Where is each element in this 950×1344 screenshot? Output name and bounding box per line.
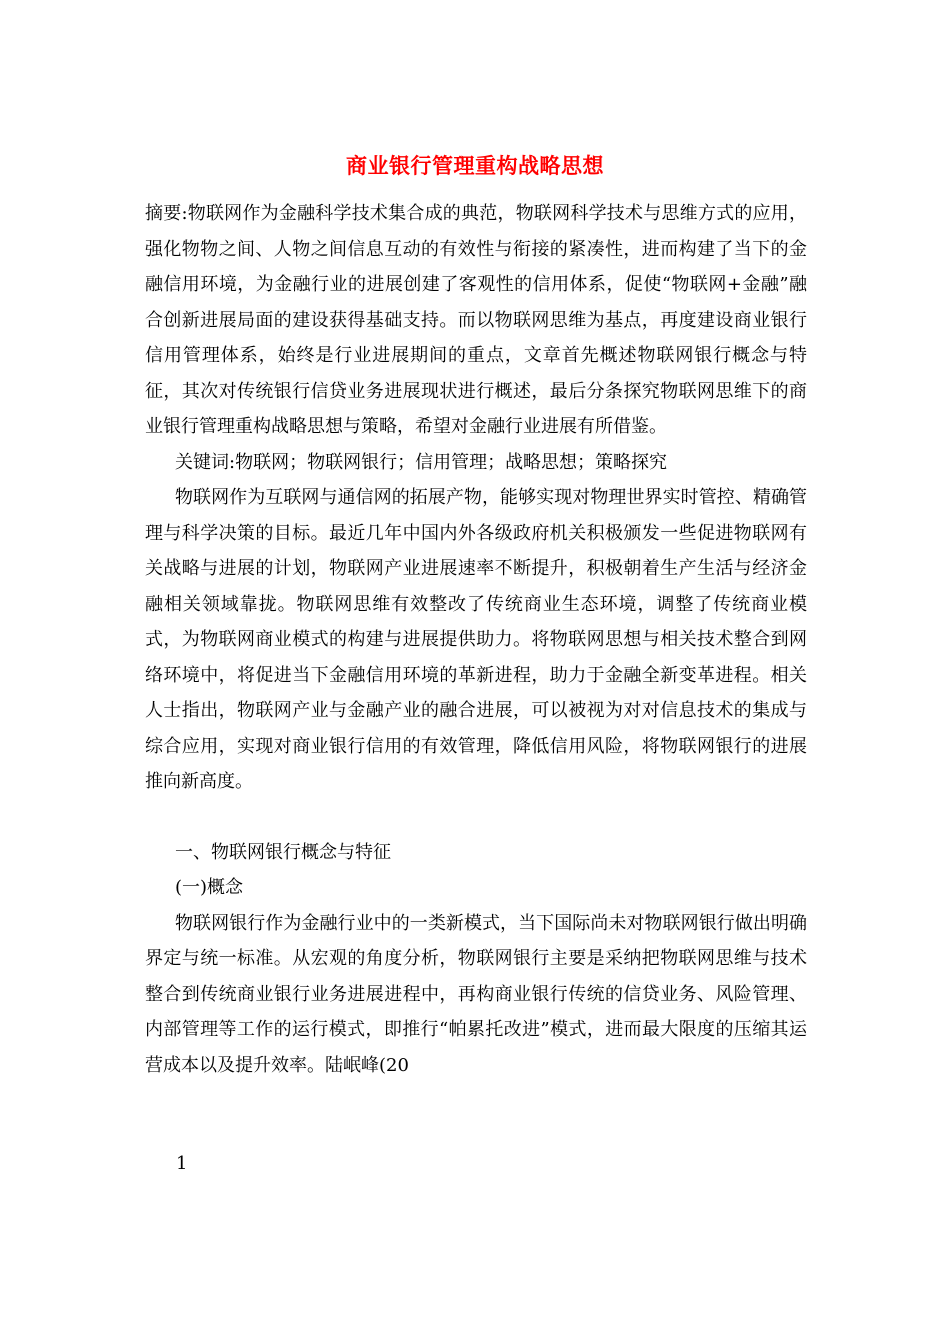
page-number: 1 — [176, 1153, 188, 1174]
concept-paragraph: 物联网银行作为金融行业中的一类新模式，当下国际尚未对物联网银行做出明确界定与统一标准。从宏观的角度分析，物联网银行主要是采纳把物联网思维与技术整合到传统商业银行业务进展进程中，再构商业银行传统的信贷业务、风险管理、内部管理等工作的运行模式，即推行“帕累托改进”模式，进而最大限度的压缩其运营成本以及提升效率。陆岷峰(20 — [145, 912, 807, 1076]
intro-paragraph: 物联网作为互联网与通信网的拓展产物，能够实现对物理世界实时管控、精确管理与科学决策的目标。最近几年中国内外各级政府机关积极颁发一些促进物联网有关战略与进展的计划，物联网产业进展速率不断提升，积极朝着生产生活与经济金融相关领域靠拢。物联网思维有效整改了传统商业生态环境，调整了传统商业模式，为物联网商业模式的构建与进展提供助力。将物联网思想与相关技术整合到网络环境中，将促进当下金融信用环境的革新进程，助力于金融全新变革进程。相关人士指出，物联网产业与金融产业的融合进展，可以被视为对对信息技术的集成与综合应用，实现对商业银行信用的有效管理，降低信用风险，将物联网银行的进展推向新高度。 — [145, 487, 807, 792]
abstract-paragraph: 摘要:物联网作为金融科学技术集合成的典范，物联网科学技术与思维方式的应用，强化物物之间、人物之间信息互动的有效性与衔接的紧凑性，进而构建了当下的金融信用环境，为金融行业的进展创建了客观性的信用体系，促使“物联网+金融”融合创新进展局面的建设获得基础支持。而以物联网思维为基点，再度建设商业银行信用管理体系，始终是行业进展期间的重点，文章首先概述物联网银行概念与特征，其次对传统银行信贷业务进展现状进行概述，最后分条探究物联网思维下的商业银行管理重构战略思想与策略，希望对金融行业进展有所借鉴。 — [145, 203, 807, 437]
paragraph-gap — [145, 800, 807, 835]
section-heading: 一、物联网银行概念与特征 — [175, 841, 391, 863]
document-title: 商业银行管理重构战略思想 — [346, 153, 604, 178]
subsection-heading: (一)概念 — [175, 877, 244, 898]
keywords-paragraph: 关键词:物联网；物联网银行；信用管理；战略思想；策略探究 — [175, 451, 668, 473]
document-body — [145, 196, 807, 1083]
